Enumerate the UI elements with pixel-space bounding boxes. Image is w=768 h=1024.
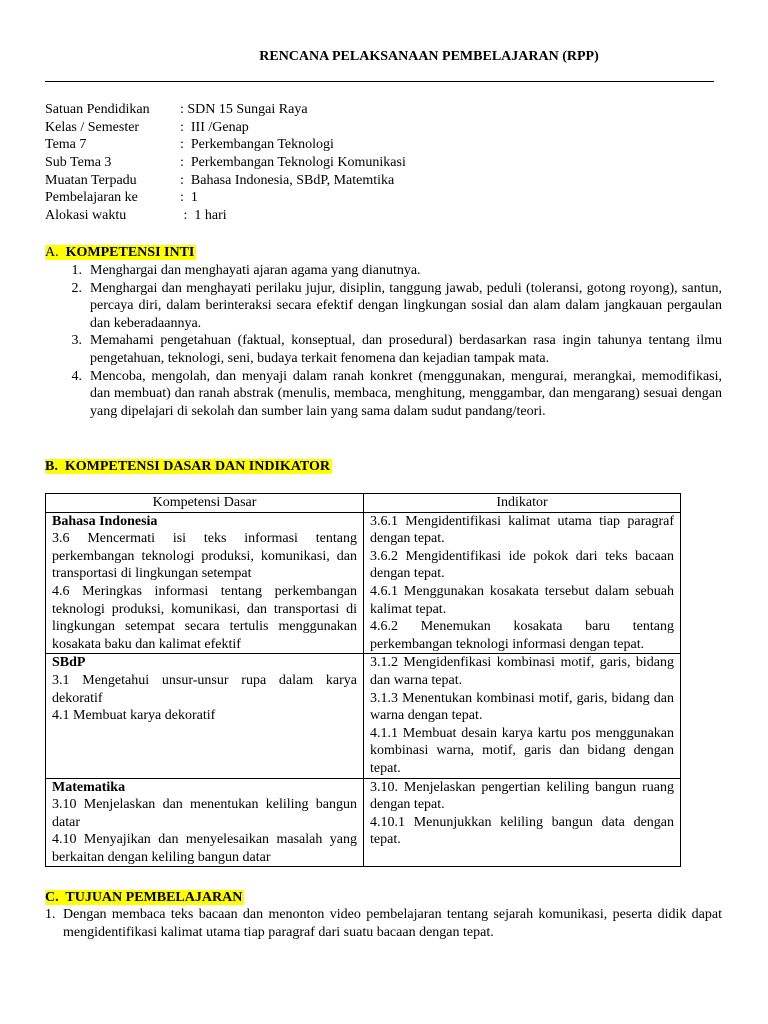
section-c-heading xyxy=(45,889,244,907)
kd-cell xyxy=(46,654,364,778)
kompetensi-inti-list xyxy=(45,262,722,420)
kompetensi-table xyxy=(45,493,681,867)
table-row xyxy=(46,778,681,867)
list-number: 1. xyxy=(71,263,82,278)
indikator-item: 3.1.3 Menentukan kombinasi motif, garis, bidang dan warna dengan tepat. xyxy=(370,690,674,724)
indikator-cell xyxy=(364,778,681,867)
list-number: 3. xyxy=(71,333,82,349)
list-text: Menghargai dan menghayati ajaran agama yang dianutnya. xyxy=(90,263,421,278)
identity-value: : 1 hari xyxy=(180,208,227,224)
section-a-highlight xyxy=(45,245,196,260)
table-header-row xyxy=(46,494,681,513)
identity-label: Pembelajaran ke xyxy=(45,190,138,206)
list-text: Mencoba, mengolah, dan menyaji dalam ranah konkret (menggunakan, mengurai, merangkai, memodifikasi, dan membuat) dan ranah abstrak (menulis, membaca, menghitung, menggambar, dan mengarang) sesuai dengan yang dipelajari di sekolah dan sumber lain yang sama dalam sudut pandang/teori. xyxy=(90,368,722,419)
subject-name: SBdP xyxy=(52,655,86,671)
indikator-item: 3.1.2 Mengidenfikasi kombinasi motif, garis, bidang dan warna tepat. xyxy=(370,655,674,688)
identity-value: : 1 xyxy=(180,190,198,206)
subject-name: Matematika xyxy=(52,779,126,795)
identity-value: : Bahasa Indonesia, SBdP, Matemtika xyxy=(180,172,395,188)
indikator-cell xyxy=(364,512,681,654)
kd-item: 3.10 Menjelaskan dan menentukan keliling bangun datar xyxy=(52,797,357,830)
identity-label: Muatan Terpadu xyxy=(45,172,137,188)
kd-item: 3.6 Mencermati isi teks informasi tentang perkembangan teknologi produksi, komunikasi, dan transportasi di lingkungan setempat xyxy=(52,531,357,582)
list-number: 4. xyxy=(71,368,82,384)
identity-row xyxy=(45,207,406,225)
list-text: Dengan membaca teks bacaan dan menonton video pembelajaran tentang sejarah komunikasi, peserta didik dapat mengidentifikasi kalimat utama tiap paragraf dari suatu bacaan dengan tepat. xyxy=(63,907,722,940)
list-item xyxy=(45,332,722,367)
section-a-title: KOMPETENSI INTI xyxy=(65,245,195,260)
list-text: Memahami pengetahuan (faktual, konseptual, dan prosedural) berdasarkan rasa ingin tahunya tentang ilmu pengetahuan, teknologi, seni, budaya terkait fenomena dan kejadian tampak mata. xyxy=(90,333,722,366)
kd-item: 4.10 Menyajikan dan menyelesaikan masalah yang berkaitan dengan keliling bangun datar xyxy=(52,832,357,865)
section-b-heading xyxy=(45,458,332,476)
indikator-item: 3.6.1 Mengidentifikasi kalimat utama tiap paragraf dengan tepat. xyxy=(370,513,674,547)
document-title: RENCANA PELAKSANAAN PEMBELAJARAN (RPP) xyxy=(259,49,599,64)
section-b-letter: B. xyxy=(45,459,58,474)
indikator-item: 3.6.2 Mengidentifikasi ide pokok dari teks bacaan dengan tepat. xyxy=(370,548,674,582)
identity-block xyxy=(45,101,406,225)
list-item xyxy=(45,262,722,280)
section-c-title: TUJUAN PEMBELAJARAN xyxy=(65,890,243,905)
identity-row xyxy=(45,136,406,154)
section-c-letter: C. xyxy=(45,890,59,905)
indikator-item: 4.10.1 Menunjukkan keliling bangun data dengan tepat. xyxy=(370,814,674,848)
table-row xyxy=(46,654,681,778)
identity-row xyxy=(45,172,406,190)
list-number: 1. xyxy=(45,907,56,922)
identity-value: : III /Genap xyxy=(180,119,249,135)
indikator-item: 4.6.1 Menggunakan kosakata tersebut dalam sebuah kalimat tepat. xyxy=(370,583,674,617)
identity-label: Kelas / Semester xyxy=(45,119,140,135)
table-header-indikator: Indikator xyxy=(364,494,681,513)
table-header-kd: Kompetensi Dasar xyxy=(46,494,364,513)
identity-row xyxy=(45,189,406,207)
indikator-cell xyxy=(364,654,681,778)
list-number: 2. xyxy=(71,280,82,296)
indikator-item: 4.1.1 Membuat desain karya kartu pos menggunakan kombinasi warna, motif, garis dan bidang dengan tepat. xyxy=(370,725,674,776)
list-item xyxy=(45,280,722,333)
title-divider xyxy=(45,81,714,82)
identity-label: Sub Tema 3 xyxy=(45,155,112,171)
kd-item: 4.6 Meringkas informasi tentang perkembangan teknologi produksi, komunikasi, dan transportasi di lingkungan setempat secara tertulis menggunakan kosakata baku dan kalimat efektif xyxy=(52,583,357,652)
identity-label: Tema 7 xyxy=(45,137,87,153)
identity-value: : Perkembangan Teknologi Komunikasi xyxy=(180,155,406,171)
indikator-item: 4.6.2 Menemukan kosakata baru tentang perkembangan teknologi informasi dengan tepat. xyxy=(370,619,674,652)
kd-cell xyxy=(46,778,364,867)
identity-value: : Perkembangan Teknologi xyxy=(180,137,334,153)
section-b-highlight xyxy=(45,459,332,474)
identity-row xyxy=(45,101,406,119)
list-text: Menghargai dan menghayati perilaku jujur, disiplin, tanggung jawab, peduli (toleransi, gotong royong), santun, percaya diri, dalam berinteraksi secara efektif dengan lingkungan sosial dan alam dalam jangkauan pergaulan dan keberadaannya. xyxy=(90,280,722,331)
kd-item: 4.1 Membuat karya dekoratif xyxy=(52,708,216,724)
identity-row xyxy=(45,119,406,137)
kd-cell xyxy=(46,512,364,654)
identity-value: : SDN 15 Sungai Raya xyxy=(180,102,308,117)
indikator-item: 3.10. Menjelaskan pengertian keliling bangun ruang dengan tepat. xyxy=(370,779,674,813)
list-item xyxy=(45,906,722,941)
identity-row xyxy=(45,154,406,172)
subject-name: Bahasa Indonesia xyxy=(52,513,158,529)
tujuan-list xyxy=(45,906,722,941)
list-item xyxy=(45,368,722,421)
section-a-heading xyxy=(45,244,196,262)
section-a-letter: A. xyxy=(45,245,59,260)
section-b-title: KOMPETENSI DASAR DAN INDIKATOR xyxy=(64,459,330,474)
section-c-highlight xyxy=(45,890,244,905)
table-row xyxy=(46,512,681,654)
kd-item: 3.1 Mengetahui unsur-unsur rupa dalam karya dekoratif xyxy=(52,672,357,706)
identity-label: Alokasi waktu xyxy=(45,208,127,224)
identity-label: Satuan Pendidikan xyxy=(45,102,150,117)
